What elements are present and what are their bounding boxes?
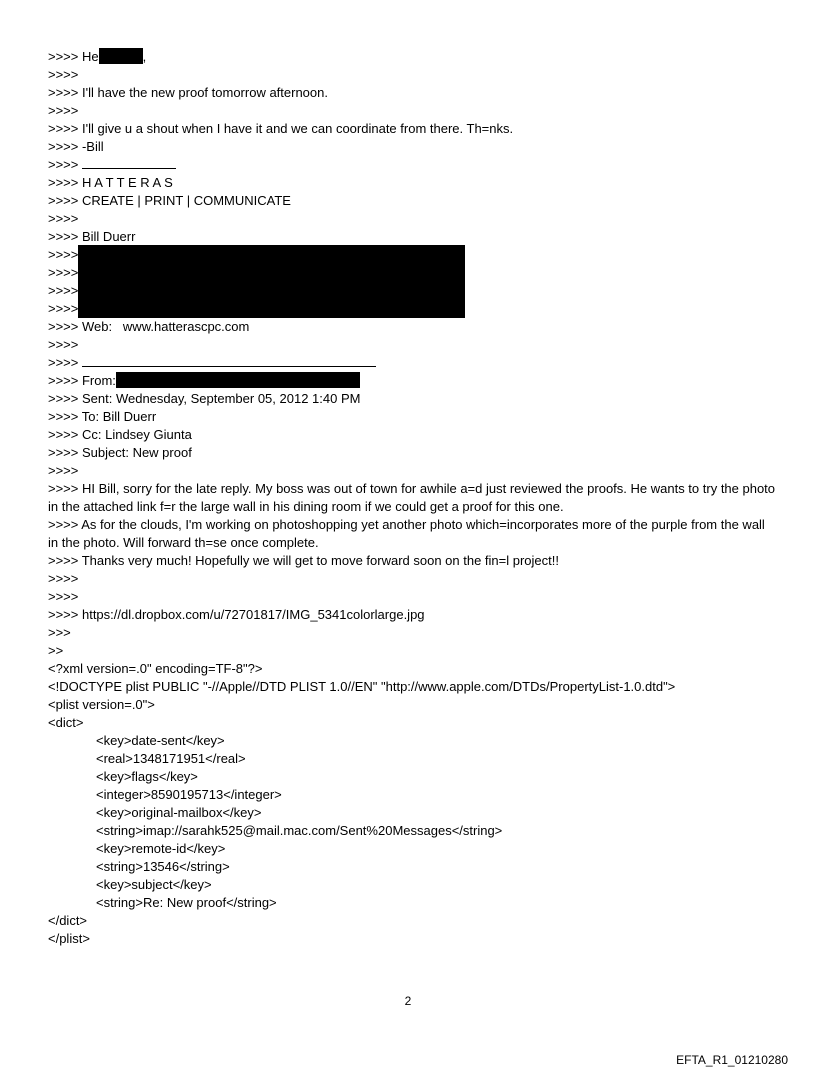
- quoted-line: >>>> I'll give u a shout when I have it and we can coordinate from there. Th=nks.: [48, 121, 514, 136]
- page-number: 2: [404, 994, 412, 1008]
- header-rule: [48, 354, 778, 372]
- plist-entry: <integer>8590195713</integer>: [96, 787, 282, 802]
- header-subject: >>>> Subject: New proof: [48, 445, 192, 460]
- email-text: [48, 48, 778, 948]
- quoted-line: >>>>: [48, 463, 79, 478]
- body-paragraph: >>>> HI Bill, sorry for the late reply. My boss was out of town for awhile a=d just reviewed the proofs. He wants to try the photo in the attached link f=r the large wall in his dining room if we could get a proof for this one.: [48, 481, 776, 514]
- redacted-line: >>>>: [48, 265, 79, 280]
- greeting-line: [48, 48, 778, 66]
- redaction-box: [99, 48, 143, 64]
- body-paragraph: >>>> Thanks very much! Hopefully we will get to move forward soon on the fin=l project!!: [48, 553, 559, 568]
- signature-rule: [48, 156, 778, 174]
- plist-entry: <key>flags</key>: [96, 769, 198, 784]
- signature-name: >>>> Bill Duerr: [48, 229, 136, 244]
- header-sent: >>>> Sent: Wednesday, September 05, 2012 1:40 PM: [48, 391, 361, 406]
- dict-open: <dict>: [48, 715, 84, 730]
- plist-entry: <key>date-sent</key>: [96, 733, 225, 748]
- redacted-line: >>>>: [48, 247, 79, 262]
- plist-entry: <key>subject</key>: [96, 877, 212, 892]
- rule-line: [82, 156, 176, 169]
- greeting-prefix: >>>> He: [48, 49, 99, 64]
- greeting-suffix: ,: [142, 49, 147, 64]
- rule-line: [82, 354, 376, 367]
- redacted-line: >>>>: [48, 301, 79, 316]
- signature-company: >>>> H A T T E R A S: [48, 175, 173, 190]
- rule-prefix: >>>>: [48, 157, 82, 172]
- quoted-line: >>>>: [48, 589, 79, 604]
- dict-close: </dict>: [48, 913, 88, 928]
- header-from: [48, 372, 778, 390]
- plist-entry: <real>1348171951</real>: [96, 751, 246, 766]
- doctype-line: <!DOCTYPE plist PUBLIC "-//Apple//DTD PLIST 1.0//EN" "http://www.apple.com/DTDs/PropertyList-1.0.dtd">: [48, 679, 676, 694]
- plist-entry: <string>imap://sarahk525@mail.mac.com/Sent%20Messages</string>: [96, 823, 503, 838]
- quoted-line: >>>>: [48, 211, 79, 226]
- signature-web: >>>> Web: www.hatterascpc.com: [48, 319, 250, 334]
- plist-open: <plist version=.0">: [48, 697, 155, 712]
- redacted-line: >>>>: [48, 283, 79, 298]
- quoted-line: >>>>: [48, 337, 79, 352]
- quoted-line: >>>>: [48, 571, 79, 586]
- header-to: >>>> To: Bill Duerr: [48, 409, 157, 424]
- plist-close: </plist>: [48, 931, 90, 946]
- plist-entry: <string>13546</string>: [96, 859, 230, 874]
- header-cc: >>>> Cc: Lindsey Giunta: [48, 427, 192, 442]
- signature-redaction-box: [78, 245, 465, 318]
- signature-tagline: >>>> CREATE | PRINT | COMMUNICATE: [48, 193, 291, 208]
- document-id: EFTA_R1_01210280: [676, 1053, 788, 1067]
- plist-entry: <key>remote-id</key>: [96, 841, 226, 856]
- dropbox-link: >>>> https://dl.dropbox.com/u/72701817/IMG_5341colorlarge.jpg: [48, 607, 425, 622]
- quoted-line: >>>>: [48, 103, 79, 118]
- quoted-line: >>: [48, 643, 64, 658]
- plist-entry: <key>original-mailbox</key>: [96, 805, 262, 820]
- rule-prefix: >>>>: [48, 355, 82, 370]
- signoff-line: >>>> -Bill: [48, 139, 104, 154]
- quoted-line: >>>: [48, 625, 71, 640]
- body-paragraph: >>>> As for the clouds, I'm working on photoshopping yet another photo which=incorporates more of the purple from the wall in the photo. Will forward th=se once complete.: [48, 517, 765, 550]
- from-label: >>>> From:: [48, 373, 116, 388]
- quoted-line: >>>>: [48, 67, 79, 82]
- xml-declaration: <?xml version=.0" encoding=TF-8"?>: [48, 661, 263, 676]
- quoted-line: >>>> I'll have the new proof tomorrow afternoon.: [48, 85, 328, 100]
- plist-entry: <string>Re: New proof</string>: [96, 895, 277, 910]
- redaction-box: [116, 372, 360, 388]
